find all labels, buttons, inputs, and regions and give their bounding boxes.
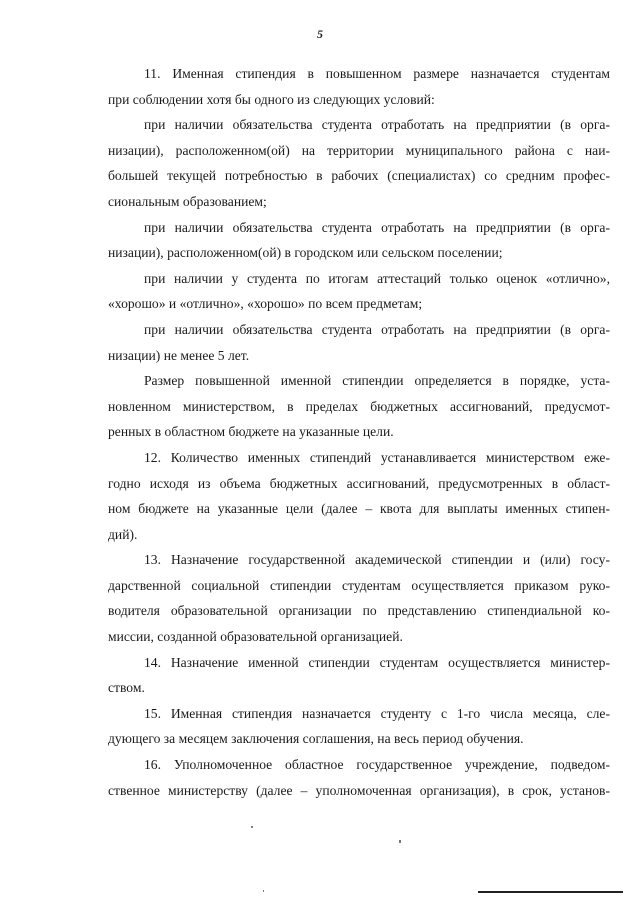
condition-4: [108, 317, 610, 368]
text-line: при соблюдении хотя бы одного из следующих условий:: [108, 91, 435, 107]
text-line: годно исходя из объема бюджетных ассигнований, предусмотренных в област-: [108, 475, 610, 491]
text-line: 12. Количество именных стипендий устанавливается министерством еже-: [144, 449, 610, 465]
paragraph-16: [108, 752, 610, 803]
text-line: низации), расположенном(ой) в городском или сельском поселении;: [108, 245, 503, 261]
text-line: Размер повышенной именной стипендии определяется в порядке, уста-: [144, 373, 610, 389]
paragraph-15: [108, 701, 610, 752]
document-body: [108, 61, 610, 803]
text-line: сиональным образованием;: [108, 193, 267, 209]
text-line: ством.: [108, 680, 145, 696]
text-line: низации), расположенном(ой) на территории муниципального района с наи-: [108, 142, 610, 158]
condition-3: [108, 266, 610, 317]
text-line: ном бюджете на указанные цели (далее – квота для выплаты именных стипен-: [108, 501, 610, 517]
text-line: при наличии обязательства студента отработать на предприятии (в орга-: [144, 219, 610, 235]
paragraph-14: [108, 650, 610, 701]
text-line: большей текущей потребностью в рабочих (специалистах) со средним профес-: [108, 168, 610, 184]
text-line: низации) не менее 5 лет.: [108, 347, 250, 363]
text-line: 14. Назначение именной стипендии студентам осуществляется министер-: [144, 654, 610, 670]
text-line: миссии, созданной образовательной организацией.: [108, 629, 403, 645]
paragraph-11: [108, 61, 610, 112]
scan-speck: [263, 890, 264, 892]
text-line: «хорошо» и «отлично», «хорошо» по всем предметам;: [108, 296, 423, 312]
paragraph-12: [108, 445, 610, 547]
text-line: водителя образовательной организации по представлению стипендиальной ко-: [108, 603, 610, 619]
text-line: при наличии обязательства студента отработать на предприятии (в орга-: [144, 117, 610, 133]
text-line: 16. Уполномоченное областное государственное учреждение, подведом-: [144, 757, 610, 773]
increased-size-paragraph: [108, 368, 610, 445]
text-line: при наличии обязательства студента отработать на предприятии (в орга-: [144, 321, 610, 337]
condition-2: [108, 215, 610, 266]
text-line: дий).: [108, 526, 138, 542]
text-line: ственное министерству (далее – уполномоченная организация), в срок, установ-: [108, 782, 610, 798]
bottom-rule: [478, 891, 623, 893]
text-line: 15. Именная стипендия назначается студенту с 1-го числа месяца, сле-: [144, 705, 610, 721]
text-line: при наличии у студента по итогам аттестаций только оценок «отлично»,: [144, 270, 610, 286]
condition-1: [108, 112, 610, 214]
text-line: дарственной социальной стипендии студентам осуществляется приказом руко-: [108, 577, 610, 593]
text-line: 13. Назначение государственной академической стипендии и (или) госу-: [144, 552, 610, 568]
scan-speck: [251, 826, 253, 828]
text-line: 11. Именная стипендия в повышенном размере назначается студентам: [144, 66, 610, 81]
text-line: новленном министерством, в пределах бюджетных ассигнований, предусмот-: [108, 398, 610, 414]
paragraph-13: [108, 547, 610, 649]
text-line: дующего за месяцем заключения соглашения, на весь период обучения.: [108, 731, 524, 747]
page-number: 5: [317, 27, 323, 41]
text-line: ренных в областном бюджете на указанные цели.: [108, 424, 394, 440]
scan-speck: [399, 840, 401, 843]
